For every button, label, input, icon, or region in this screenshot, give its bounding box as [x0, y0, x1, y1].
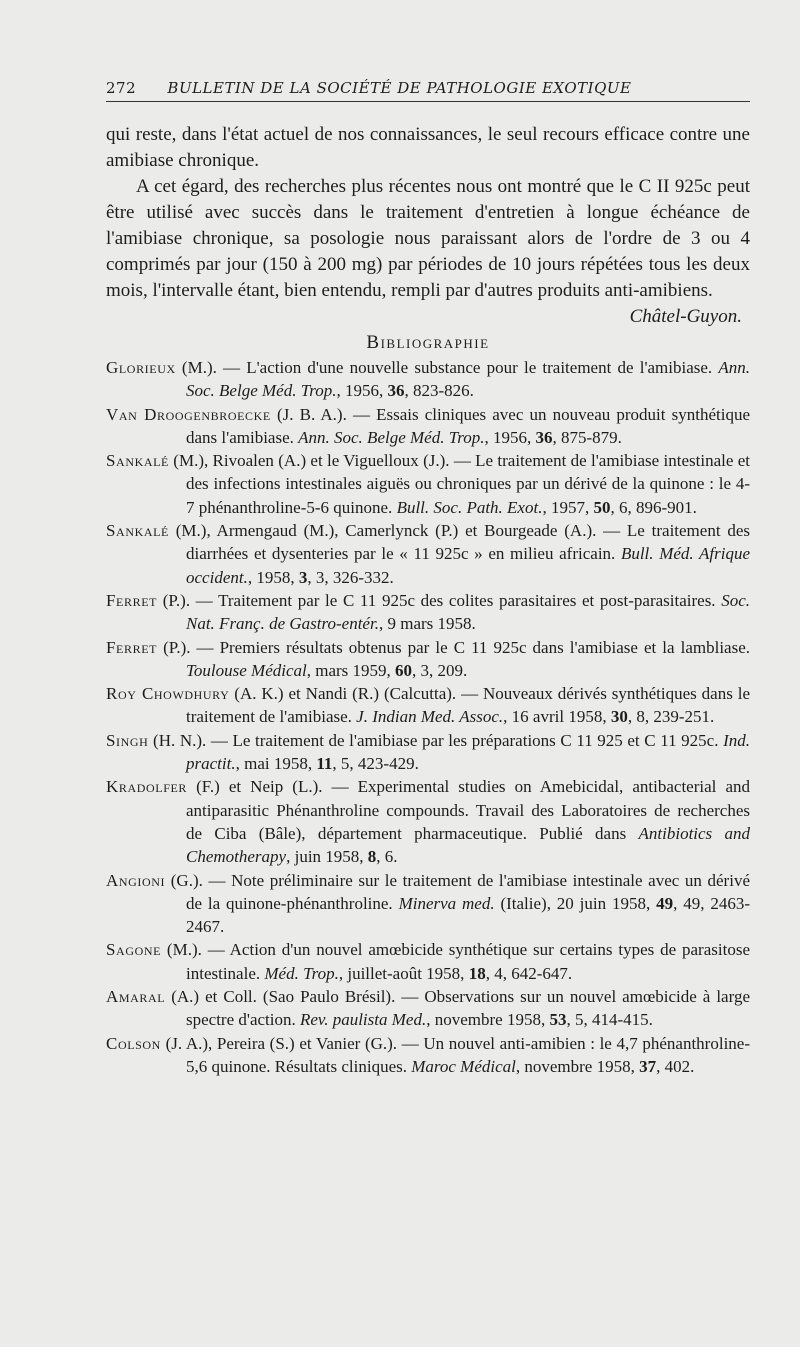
reference-journal: Antibiotics and Chemotherapy: [186, 823, 750, 867]
reference-text: (A. K.) et Nandi (R.) (Calcutta). — Nouveaux dérivés synthétiques dans le traitement de l'amibiase.: [186, 684, 750, 727]
reference-pages: , 6.: [376, 847, 398, 867]
running-header: [106, 79, 750, 102]
reference-journal: Soc. Nat. Franç. de Gastro-entér.: [186, 590, 750, 634]
reference-text: (P.). — Premiers résultats obtenus par le C 11 925c dans l'amibiase et la lambliase.: [157, 637, 750, 657]
reference-volume: 8: [367, 847, 377, 867]
reference-pages: , 5, 414-415.: [566, 1010, 653, 1030]
reference-entry: [106, 682, 750, 729]
reference-date: , 1956,: [484, 427, 536, 447]
reference-journal: Maroc Médical: [411, 1056, 516, 1076]
reference-text: (J. A.), Pereira (S.) et Vanier (G.). — Un nouvel anti-amibien : le 4,7 phénanthroline-5,6 quinone. Résultats cliniques.: [160, 1033, 750, 1076]
reference-journal: Méd. Trop.: [264, 963, 339, 983]
reference-text: (J. B. A.). — Essais cliniques avec un nouveau produit synthétique dans l'amibiase.: [186, 404, 750, 447]
reference-journal: Bull. Méd. Afrique occident.: [186, 544, 750, 587]
reference-date: , 1956,: [336, 381, 388, 401]
reference-pages: , 5, 423-429.: [332, 754, 419, 774]
reference-entry: [106, 403, 750, 450]
reference-journal: Ann. Soc. Belge Méd. Trop.: [298, 427, 485, 447]
reference-authors: Angioni: [106, 870, 166, 890]
reference-authors: Sagone: [106, 940, 162, 960]
reference-text: (A.) et Coll. (Sao Paulo Brésil). — Observations sur un nouvel amœbicide à large spectre d'action.: [165, 987, 750, 1030]
reference-date: , 16 avril 1958,: [503, 707, 611, 727]
article-body: [106, 122, 750, 1078]
reference-entry: [106, 938, 750, 985]
reference-authors: Ferret: [106, 637, 158, 657]
reference-journal: J. Indian Med. Assoc.: [356, 707, 504, 727]
reference-entry: [106, 589, 750, 636]
paragraph: qui reste, dans l'état actuel de nos connaissances, le seul recours efficace contre une amibiase chronique.: [106, 124, 750, 171]
reference-entry: [106, 729, 750, 776]
reference-pages: , 875-879.: [552, 427, 622, 447]
reference-pages: , 49, 2463-2467.: [186, 893, 750, 937]
reference-volume: 11: [316, 754, 333, 774]
reference-volume: 49: [656, 893, 674, 913]
reference-text: (F.) et Neip (L.). — Experimental studies on Amebicidal, antibacterial and antiparasitic Phénanthroline compounds. Travail des Laboratoires de recherches de Ciba (Bâle), département pharmaceutique. Publié dans: [186, 777, 750, 843]
reference-journal: Ann. Soc. Belge Méd. Trop.: [186, 358, 750, 401]
reference-journal: Minerva med.: [398, 893, 495, 913]
reference-date: , juillet-août 1958,: [338, 963, 469, 983]
reference-date: , novembre 1958,: [515, 1056, 640, 1076]
reference-volume: 53: [549, 1010, 567, 1030]
reference-date: , novembre 1958,: [426, 1010, 550, 1030]
reference-entry: [106, 449, 750, 519]
reference-text: (M.). — L'action d'une nouvelle substance pour le traitement de l'amibiase.: [175, 358, 719, 377]
reference-pages: , 3, 209.: [412, 660, 468, 680]
reference-volume: 36: [535, 427, 553, 447]
reference-pages: , 3, 326-332.: [307, 567, 394, 587]
page-number: 272: [106, 79, 137, 97]
reference-volume: 18: [468, 963, 486, 983]
reference-entry: [106, 869, 750, 939]
reference-journal: Ind. practit.: [186, 730, 750, 774]
bibliography-heading: Bibliographie: [366, 332, 490, 353]
reference-authors: Roy Chowdhury: [106, 684, 230, 704]
reference-pages: , 402.: [656, 1056, 695, 1076]
reference-date: , 9 mars 1958.: [378, 614, 476, 634]
reference-authors: Singh: [106, 730, 149, 750]
reference-text: (H. N.). — Le traitement de l'amibiase par les préparations C 11 925 et C 11 925c.: [148, 730, 724, 750]
location-signature: Châtel-Guyon.: [629, 306, 742, 327]
reference-entry: [106, 356, 750, 403]
reference-text: (G.). — Note préliminaire sur le traitement de l'amibiase intestinale avec un dérivé de la quinone-phénanthroline.: [165, 870, 750, 913]
reference-journal: Bull. Soc. Path. Exot.: [396, 497, 543, 517]
reference-authors: Van Droogenbroecke: [106, 404, 271, 424]
reference-journal: Toulouse Médical: [186, 660, 307, 680]
reference-authors: Kradolfer: [106, 777, 188, 797]
reference-entry: [106, 985, 750, 1032]
reference-authors: Sankalé: [106, 451, 169, 471]
reference-authors: Glorieux: [106, 358, 176, 377]
reference-authors: Colson: [106, 1033, 161, 1053]
reference-date: (Italie), 20 juin 1958,: [494, 893, 657, 913]
reference-date: , 1957,: [542, 497, 594, 517]
journal-title: BULLETIN DE LA SOCIÉTÉ DE PATHOLOGIE EXOTIQUE: [167, 79, 632, 97]
reference-entry: [106, 1032, 750, 1079]
reference-entry: [106, 775, 750, 868]
paragraph: A cet égard, des recherches plus récentes nous ont montré que le C II 925c peut être utilisé avec succès dans le traitement d'entretien à longue échéance de l'amibiase chronique, sa posologie nous paraissant alors de l'ordre de 3 ou 4 comprimés par jour (150 à 200 mg) par périodes de 10 jours répétées tous les deux mois, l'intervalle étant, bien entendu, rempli par d'autres produits anti-amibiens.: [106, 176, 750, 301]
reference-list: [106, 356, 750, 1078]
reference-date: , 1958,: [247, 567, 299, 587]
reference-date: , juin 1958,: [286, 847, 368, 867]
reference-journal: Rev. paulista Med.: [300, 1010, 427, 1030]
reference-volume: 30: [610, 707, 628, 727]
reference-pages: , 4, 642-647.: [485, 963, 573, 983]
reference-entry: [106, 519, 750, 589]
reference-volume: 36: [387, 381, 405, 401]
reference-volume: 3: [298, 567, 308, 587]
reference-pages: , 8, 239-251.: [627, 707, 715, 727]
reference-text: (M.), Rivoalen (A.) et le Viguelloux (J.). — Le traitement de l'amibiase intestinale et des infections intestinales aiguës ou chroniques par un dérivé de la quinone : le 4-7 phénanthroline-5-6 quinone.: [168, 451, 750, 517]
reference-authors: Ferret: [106, 590, 158, 610]
reference-text: (M.), Armengaud (M.), Camerlynck (P.) et Bourgeade (A.). — Le traitement des diarrhées et dysenteries par le « 11 925c » en milieu africain.: [168, 521, 750, 564]
reference-text: (M.). — Action d'un nouvel amœbicide synthétique sur certains types de parasitose intestinale.: [161, 940, 750, 983]
reference-volume: 60: [395, 660, 413, 680]
reference-text: (P.). — Traitement par le C 11 925c des colites parasitaires et post-parasitaires.: [157, 590, 722, 610]
reference-volume: 37: [639, 1056, 657, 1076]
reference-pages: , 6, 896-901.: [610, 497, 697, 517]
reference-authors: Amaral: [106, 987, 166, 1007]
reference-entry: [106, 636, 750, 683]
reference-date: , mai 1958,: [235, 754, 317, 774]
reference-pages: , 823-826.: [404, 381, 474, 401]
reference-authors: Sankalé: [106, 521, 169, 541]
reference-date: , mars 1959,: [306, 660, 396, 680]
reference-volume: 50: [593, 497, 611, 517]
